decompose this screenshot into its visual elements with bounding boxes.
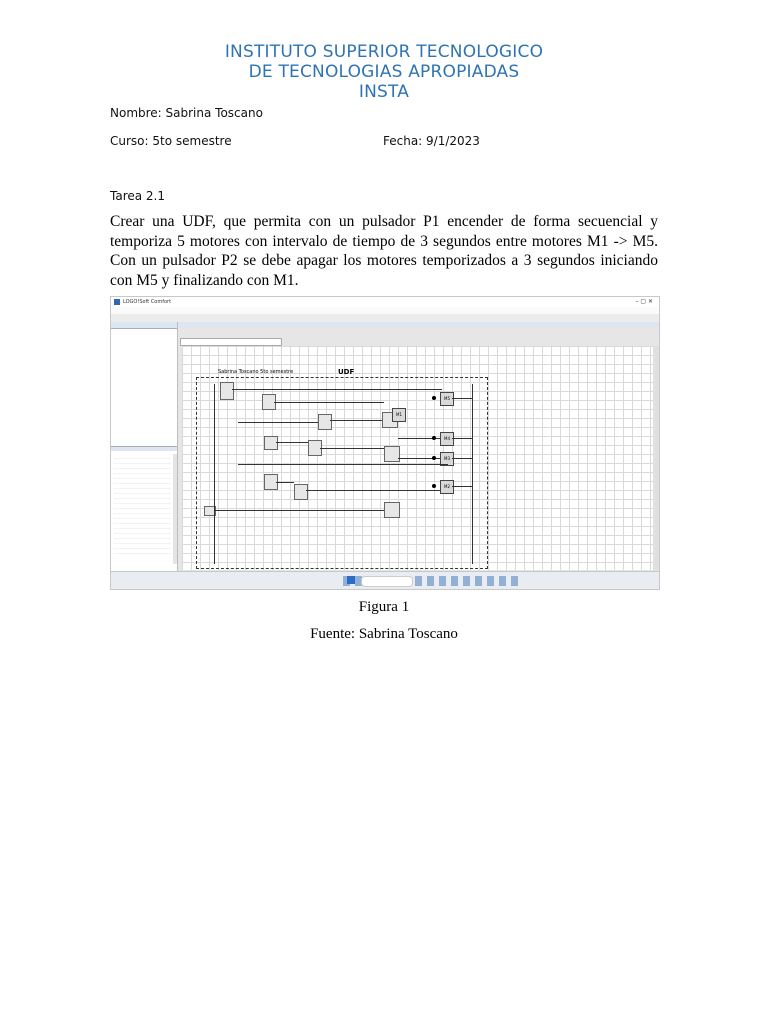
motor-output: M3 [440,452,454,466]
header-line-3: INSTA [358,82,410,102]
wire [472,384,473,564]
wire [306,490,440,491]
figure-screenshot [110,296,660,590]
window-controls-icon: – ▢ ✕ [635,298,653,305]
motor-output: M5 [440,392,454,406]
junction-dot [432,484,436,488]
wire [452,486,472,487]
header-line-1: INSTITUTO SUPERIOR TECNOLOGICO [224,42,544,62]
instruction-tree [113,454,171,554]
instructions-header [111,446,177,451]
left-pane-header [111,322,177,329]
wire [274,402,384,403]
diagram-title: Sabrina Toscano 5to semestre [218,369,294,375]
function-block [318,414,332,430]
wire [214,384,215,564]
diagram-label: UDF [338,368,355,376]
motor-output: M2 [440,480,454,494]
student-name: Nombre: Sabrina Toscano [110,106,263,120]
institution-header [0,42,768,102]
wire [276,442,308,443]
wire [330,420,382,421]
editor-tab [180,338,282,346]
wire [214,510,384,511]
junction-dot [432,436,436,440]
function-block [384,446,400,462]
task-title: Tarea 2.1 [110,189,166,203]
date: Fecha: 9/1/2023 [383,134,480,148]
wire [320,448,384,449]
taskbar-search [361,576,413,587]
course: Curso: 5to semestre [110,134,232,148]
junction-dot [432,396,436,400]
menu-bar [111,307,659,314]
task-description: Crear una UDF, que permita con un pulsador P1 encender de forma secuencial y temporiza 5 motores con intervalo de tiempo de 3 segundos entre motores M1 -> M5. Con un pulsador P2 se debe apagar los motores temporizados a 3 segundos iniciando con M5 y finalizando con M1. [110,213,658,289]
editor-scrollbar [653,346,659,570]
figure-caption: Figura 1 [358,599,410,615]
window-title: LOGO!Soft Comfort [123,299,172,305]
start-icon [347,576,355,584]
wire [452,458,472,459]
tree-scrollbar [173,454,177,564]
diagram-editor [178,322,659,571]
function-block [220,382,234,400]
function-block [264,436,278,450]
motor-output: M4 [440,432,454,446]
wire [452,438,472,439]
wire [276,482,294,483]
function-block [294,484,308,500]
junction-dot [432,456,436,460]
windows-taskbar [111,571,659,590]
wire [232,389,442,390]
editor-tabs-top [178,322,659,327]
wire [238,422,318,423]
left-pane [111,322,178,571]
figure-source: Fuente: Sabrina Toscano [310,626,458,642]
wire [238,464,448,465]
header-line-2: DE TECNOLOGIAS APROPIADAS [248,62,520,82]
function-block [384,502,400,518]
app-icon [114,299,120,305]
wire [452,398,472,399]
motor-output: M1 [392,408,406,422]
